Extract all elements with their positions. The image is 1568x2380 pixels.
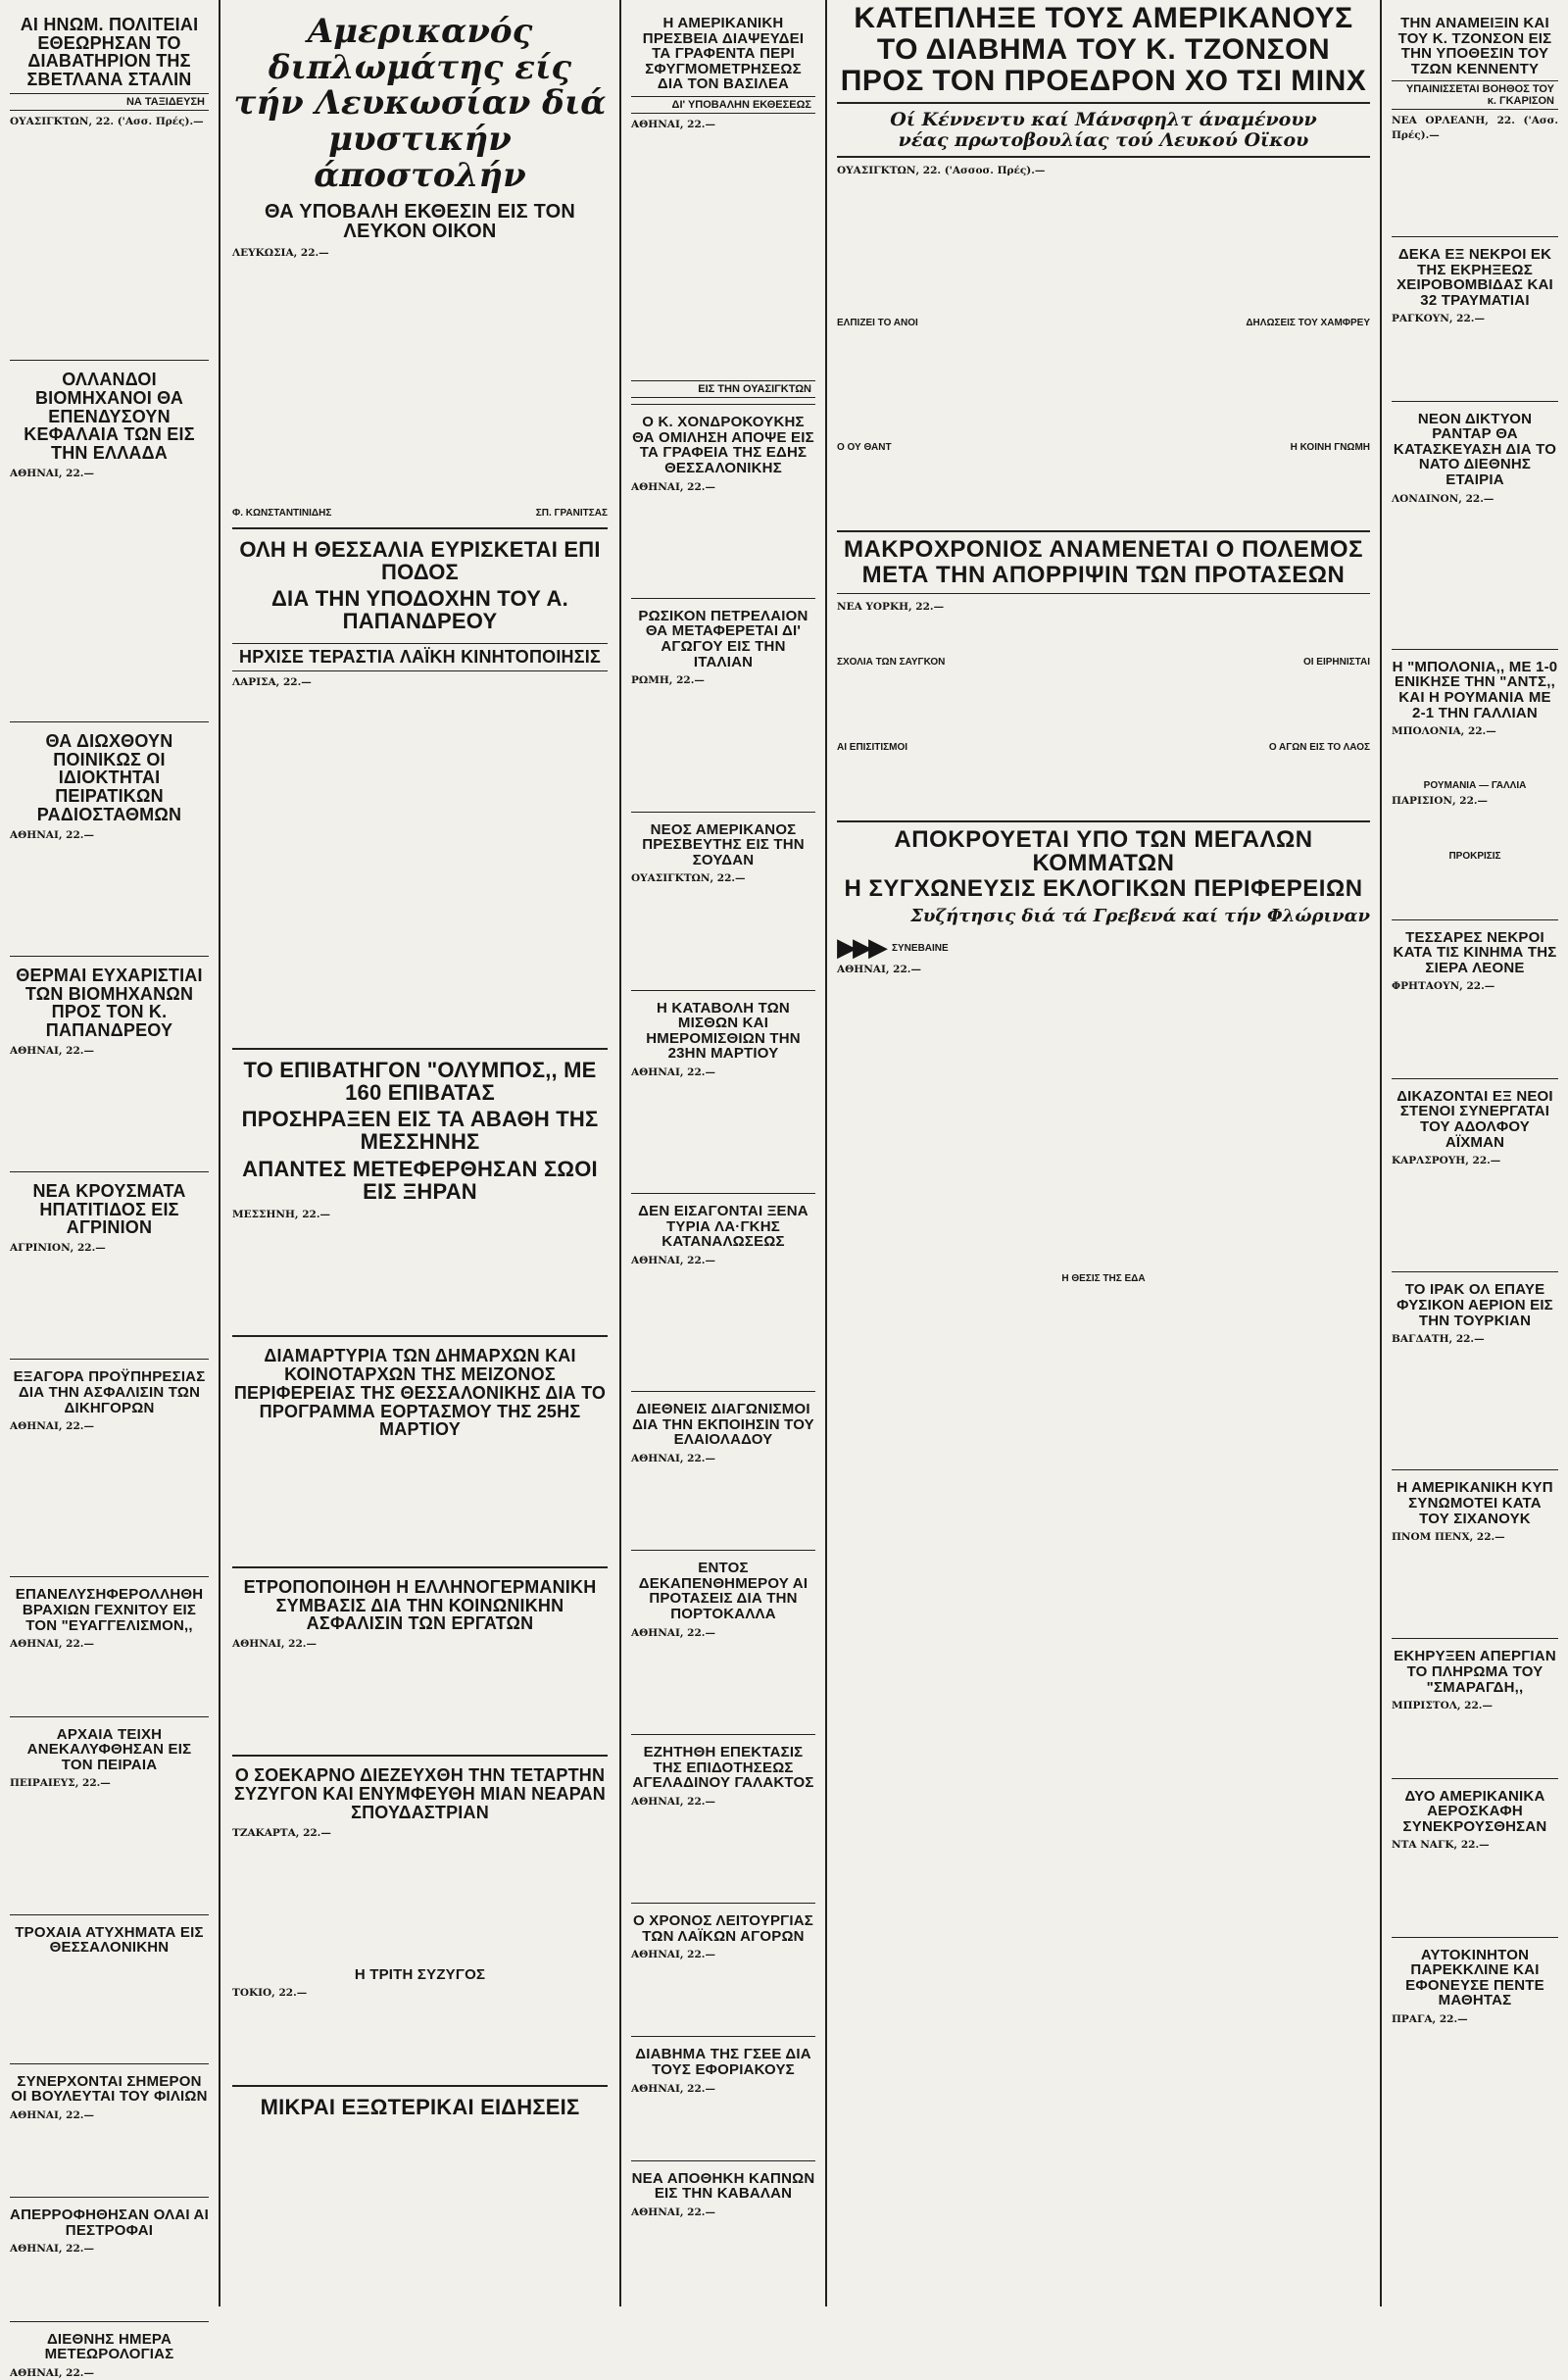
headline: Ο Κ. ΧΟΝΔΡΟΚΟΥΚΗΣ ΘΑ ΟΜΙΛΗΣΗ ΑΠΟΨΕ ΕΙΣ ΤΑ ΓΡΑΦΕΙΑ ΤΗΣ ΕΔΗΣ ΘΕΣΣΑΛΟΝΙΚΗΣ bbox=[632, 414, 814, 477]
article-body bbox=[1392, 1544, 1558, 1632]
article-lead: ΛΑΡΙΣΑ, 22.— bbox=[232, 675, 312, 688]
kicker: ΝΑ ΤΑΞΙΔΕΥΣΗ bbox=[10, 93, 209, 111]
article-lead: ΑΘΗΝΑΙ, 22.— bbox=[10, 828, 94, 841]
section-label: ΡΟΥΜΑΝΙΑ — ΓΑΛΛΙΑ bbox=[1423, 780, 1527, 792]
article-body bbox=[837, 331, 1370, 439]
headline: ΤΕΣΣΑΡΕΣ ΝΕΚΡΟΙ ΚΑΤΑ ΤΙΣ ΚΙΝΗΜΑ ΤΗΣ ΣΙΕΡΑ ΛΕΟΝΕ bbox=[1393, 928, 1557, 976]
headline: ΔΙΑ ΤΗΝ ΥΠΟΔΟΧΗΝ ΤΟΥ Α. ΠΑΠΑΝΔΡΕΟΥ bbox=[271, 586, 568, 634]
headline: ΝΕΟΝ ΔΙΚΤΥΟΝ ΡΑΝΤΑΡ ΘΑ ΚΑΤΑΣΚΕΥΑΣΗ ΔΙΑ ΤΟ ΝΑΤΟ ΔΙΕΘΝΗΣ ΕΤΑΙΡΙΑ bbox=[1393, 410, 1557, 488]
section-label: Ο ΑΓΩΝ ΕΙΣ ΤΟ ΛΑΟΣ bbox=[1268, 741, 1370, 753]
article-body bbox=[837, 670, 1370, 739]
headline: ΕΖΗΤΗΘΗ ΕΠΕΚΤΑΣΙΣ ΤΗΣ ΕΠΙΔΟΤΗΣΕΩΣ ΑΓΕΛΑΔΙΝΟΥ ΓΑΛΑΚΤΟΣ bbox=[632, 1743, 814, 1792]
headline: ΟΛΗ Η ΘΕΣΣΑΛΙΑ ΕΥΡΙΣΚΕΤΑΙ ΕΠΙ ΠΟΔΟΣ bbox=[239, 537, 601, 585]
article-body bbox=[631, 1465, 815, 1544]
article-lead: ΑΘΗΝΑΙ, 22.— bbox=[10, 1044, 94, 1057]
headline: ΘΕΡΜΑΙ ΕΥΧΑΡΙΣΤΙΑΙ ΤΩΝ ΒΙΟΜΗΧΑΝΩΝ ΠΡΟΣ ΤΟΝ Κ. ΠΑΠΑΝΔΡΕΟΥ bbox=[16, 965, 203, 1041]
headline: ΠΡΟΣΗΡΑΞΕΝ ΕΙΣ ΤΑ ΑΒΑΘΗ ΤΗΣ ΜΕΣΣΗΝΗΣ bbox=[241, 1106, 599, 1154]
headline: ΝΕΟΣ ΑΜΕΡΙΚΑΝΟΣ ΠΡΕΣΒΕΥΤΗΣ ΕΙΣ ΤΗΝ ΣΟΥΔΑΝ bbox=[642, 820, 805, 868]
headline: Η ΑΜΕΡΙΚΑΝΙΚΗ ΚΥΠ ΣΥΝΩΜΟΤΕΙ ΚΑΤΑ ΤΟΥ ΣΙΧΑΝΟΥΚ bbox=[1396, 1479, 1553, 1527]
article-body bbox=[10, 1791, 209, 1909]
article-lead: ΑΘΗΝΑΙ, 22.— bbox=[10, 1420, 94, 1433]
headline: ΤΡΟΧΑΙΑ ΑΤΥΧΗΜΑΤΑ ΕΙΣ ΘΕΣΣΑΛΟΝΙΚΗΝ bbox=[15, 1923, 204, 1957]
headline: ΜΑΚΡΟΧΡΟΝΙΟΣ ΑΝΑΜΕΝΕΤΑΙ Ο ΠΟΛΕΜΟΣ bbox=[843, 536, 1363, 564]
headline: ΕΝΤΟΣ ΔΕΚΑΠΕΝΘΗΜΕΡΟΥ ΑΙ ΠΡΟΤΑΣΕΙΣ ΔΙΑ ΤΗΝ ΠΟΡΤΟΚΑΛΛΑ bbox=[638, 1560, 808, 1623]
subheadline: Συζήτησις διά τά Γρεβενά καί τήν Φλώριναν bbox=[910, 905, 1370, 926]
article-lead: ΝΕΑ ΟΡΛΕΑΝΗ, 22. ('Ασσ. Πρές).— bbox=[1392, 115, 1558, 141]
article-lead: ΑΘΗΝΑΙ, 22.— bbox=[631, 1066, 715, 1078]
article-body bbox=[1392, 1853, 1558, 1931]
article-body bbox=[232, 2001, 608, 2079]
article-lead: ΜΕΣΣΗΝΗ, 22.— bbox=[232, 1209, 330, 1221]
headline: ΣΥΝΕΡΧΟΝΤΑΙ ΣΗΜΕΡΟΝ ΟΙ ΒΟΥΛΕΥΤΑΙ ΤΟΥ ΦΙΛΙΩΝ bbox=[11, 2072, 208, 2106]
article-lead: ΑΘΗΝΑΙ, 22.— bbox=[631, 2206, 715, 2219]
arrow-icon: ▶▶▶ bbox=[837, 933, 884, 963]
article-lead: ΑΘΗΝΑΙ, 22.— bbox=[631, 1949, 715, 1961]
article-lead: ΑΘΗΝΑΙ, 22.— bbox=[631, 2082, 715, 2095]
article-body bbox=[10, 842, 209, 950]
article-body bbox=[837, 177, 1370, 315]
article-body bbox=[837, 976, 1370, 1270]
kicker: ΥΠΑΙΝΙΣΣΕΤΑΙ ΒΟΗΘΟΣ ΤΟΥ κ. ΓΚΑΡΙΣΟΝ bbox=[1392, 80, 1558, 110]
article-lead: ΠΡΑΓΑ, 22.— bbox=[1392, 2012, 1468, 2025]
article-lead: ΒΑΓΔΑΤΗ, 22.— bbox=[1392, 1333, 1485, 1346]
subheadline: ΗΡΧΙΣΕ ΤΕΡΑΣΤΙΑ ΛΑΪΚΗ ΚΙΝΗΤΟΠΟΙΗΣΙΣ bbox=[232, 643, 608, 671]
column-2 bbox=[220, 0, 619, 2306]
article-body bbox=[837, 615, 1370, 654]
headline: ΑΥΤΟΚΙΝΗΤΟΝ ΠΑΡΕΚΚΛΙΝΕ ΚΑΙ ΕΦΟΝΕΥΣΕ ΠΕΝΤΕ ΜΑΘΗΤΑΣ bbox=[1405, 1946, 1544, 2009]
article-lead: ΑΓΡΙΝΙΟΝ, 22.— bbox=[10, 1242, 106, 1255]
headline: ΝΕΑ ΑΠΟΘΗΚΗ ΚΑΠΝΩΝ ΕΙΣ ΤΗΝ ΚΑΒΑΛΑΝ bbox=[631, 2169, 815, 2203]
headline: Ο ΣΟΕΚΑΡΝΟ ΔΙΕΖΕΥΧΘΗ ΤΗΝ ΤΕΤΑΡΤΗΝ ΣΥΖΥΓΟΝ ΚΑΙ ΕΝΥΜΦΕΥΘΗ ΜΙΑΝ ΝΕΑΡΑΝ ΣΠΟΥΔΑΣΤΡΙΑΝ bbox=[233, 1765, 606, 1822]
article-lead: ΤΟΚΙΟ, 22.— bbox=[232, 1987, 308, 2000]
article-lead: ΑΘΗΝΑΙ, 22.— bbox=[837, 964, 921, 975]
headline: ΔΙΑΜΑΡΤΥΡΙΑ ΤΩΝ ΔΗΜΑΡΧΩΝ ΚΑΙ ΚΟΙΝΟΤΑΡΧΩΝ ΤΗΣ ΜΕΙΖΟΝΟΣ ΠΕΡΙΦΕΡΕΙΑΣ ΤΗΣ ΘΕΣΣΑΛΟΝΙΚΗΣ ΔΙΑ ΤΟ ΠΡΟΓΡΑΜΜΑ ΕΟΡΤΑΣΜΟΥ ΤΗΣ 25ΗΣ ΜΑΡΤΙΟΥ bbox=[233, 1346, 607, 1440]
article-lead: ΑΘΗΝΑΙ, 22.— bbox=[232, 1638, 317, 1651]
headline: ΔΕΚΑ ΕΞ ΝΕΚΡΟΙ ΕΚ ΤΗΣ ΕΚΡΗΞΕΩΣ ΧΕΙΡΟΒΟΜΒΙΔΑΣ ΚΑΙ 32 ΤΡΑΥΜΑΤΙΑΙ bbox=[1396, 245, 1553, 309]
column-1 bbox=[0, 0, 219, 2379]
headline: ΘΑ ΔΙΩΧΘΟΥΝ ΠΟΙΝΙΚΩΣ ΟΙ ΙΔΙΟΚΤΗΤΑΙ ΠΕΙΡΑΤΙΚΩΝ ΡΑΔΙΟΣΤΑΘΜΩΝ bbox=[36, 731, 182, 824]
article-lead: ΡΑΓΚΟΥΝ, 22.— bbox=[1392, 313, 1485, 325]
article-lead: ΝΕΑ ΥΟΡΚΗ, 22.— bbox=[837, 601, 945, 614]
article-body bbox=[1392, 1713, 1558, 1772]
banner-headline: ΤΟ ΔΙΑΒΗΜΑ ΤΟΥ Κ. ΤΖΟΝΣΟΝ bbox=[876, 33, 1331, 66]
headline: ΑΠΕΡΡΟΦΗΘΗΣΑΝ ΟΛΑΙ ΑΙ ΠΕΣΤΡΟΦΑΙ bbox=[10, 2206, 209, 2239]
article-body bbox=[10, 2122, 209, 2191]
headline: ΤΟ ΕΠΙΒΑΤΗΓΟΝ "ΟΛΥΜΠΟΣ,, ΜΕ 160 ΕΠΙΒΑΤΑΣ bbox=[243, 1057, 597, 1105]
section-label: ΑΙ ΕΠΙΣΙΤΙΣΜΟΙ bbox=[837, 741, 908, 753]
subheadline: ΑΠΑΝΤΕΣ ΜΕΤΕΦΕΡΘΗΣΑΝ ΣΩΟΙ ΕΙΣ ΞΗΡΑΝ bbox=[242, 1157, 598, 1205]
article-lead: ΑΘΗΝΑΙ, 22.— bbox=[631, 1626, 715, 1639]
headline: Αμερικανός διπλωμάτης είς τήν Λευκωσίαν διά μυστικήν άποστολήν bbox=[233, 12, 607, 195]
column-5 bbox=[1382, 0, 1568, 2306]
article-lead: ΝΤΑ ΝΑΓΚ, 22.— bbox=[1392, 1839, 1490, 1852]
article-body bbox=[1392, 994, 1558, 1072]
section-label: Ο ΟΥ ΘΑΝΤ bbox=[837, 442, 892, 454]
byline: Φ. ΚΩΝΣΤΑΝΤΙΝΙΔΗΣ bbox=[232, 508, 332, 520]
headline: ΔΙΕΘΝΕΙΣ ΔΙΑΓΩΝΙΣΜΟΙ ΔΙΑ ΤΗΝ ΕΚΠΟΙΗΣΙΝ ΤΟΥ ΕΛΑΙΟΛΑΔΟΥ bbox=[632, 1401, 814, 1449]
article-body bbox=[631, 1961, 815, 2030]
article-body bbox=[631, 494, 815, 592]
section-label: ΟΙ ΕΙΡΗΝΙΣΤΑΙ bbox=[1302, 656, 1370, 668]
section-label: Η ΘΕΣΙΣ ΤΗΣ ΕΔΑ bbox=[1061, 1273, 1146, 1285]
column-3 bbox=[621, 0, 825, 2306]
headline: ΔΙΚΑΖΟΝΤΑΙ ΕΞ ΝΕΟΙ ΣΤΕΝΟΙ ΣΥΝΕΡΓΑΤΑΙ ΤΟΥ ΑΔΟΛΦΟΥ ΑΪΧΜΑΝ bbox=[1396, 1087, 1553, 1151]
article-body bbox=[631, 886, 815, 984]
subheadline: Η ΤΡΙΤΗ ΣΥΖΥΓΟΣ bbox=[354, 1965, 486, 1983]
article-body bbox=[1392, 809, 1558, 848]
headline: ΔΙΑΒΗΜΑ ΤΗΣ ΓΣΕΕ ΔΙΑ ΤΟΥΣ ΕΦΟΡΙΑΚΟΥΣ bbox=[635, 2046, 811, 2079]
article-body bbox=[232, 1443, 608, 1561]
subheadline: Οί Κέννεντυ καί Μάνσφηλτ άναμένουν bbox=[890, 109, 1317, 130]
article-lead: ΜΠΡΙΣΤΟΛ, 22.— bbox=[1392, 1700, 1493, 1712]
subheadline: νέας πρωτοβουλίας τού Λευκού Οϊκου bbox=[898, 128, 1309, 151]
article-body bbox=[232, 260, 608, 505]
article-body bbox=[837, 456, 1370, 524]
headline: ΔΙΕΘΝΗΣ ΗΜΕΡΑ ΜΕΤΕΩΡΟΛΟΓΙΑΣ bbox=[44, 2330, 174, 2363]
article-body bbox=[10, 1255, 209, 1353]
byline: ΣΠ. ΓΡΑΝΙΤΣΑΣ bbox=[535, 508, 608, 520]
article-body bbox=[10, 1959, 209, 2058]
article-body bbox=[631, 1267, 815, 1385]
article-body bbox=[1392, 326, 1558, 395]
headline: ΡΩΣΙΚΟΝ ΠΕΤΡΕΛΑΙΟΝ ΘΑ ΜΕΤΑΦΕΡΕΤΑΙ ΔΙ' ΑΓΩΓΟΥ ΕΙΣ ΤΗΝ ΙΤΑΛΙΑΝ bbox=[638, 607, 808, 670]
article-lead: ΑΘΗΝΑΙ, 22.— bbox=[631, 118, 715, 130]
article-lead: ΠΕΙΡΑΙΕΥΣ, 22.— bbox=[10, 1777, 111, 1790]
article-lead: ΑΘΗΝΑΙ, 22.— bbox=[10, 2243, 94, 2256]
headline: ΜΕΤΑ ΤΗΝ ΑΠΟΡΡΙΨΙΝ ΤΩΝ ΠΡΟΤΑΣΕΩΝ bbox=[861, 562, 1346, 589]
article-lead: ΦΡΗΤΑΟΥΝ, 22.— bbox=[1392, 980, 1495, 993]
kicker: ΕΙΣ ΤΗΝ ΟΥΑΣΙΓΚΤΩΝ bbox=[631, 380, 815, 398]
article-body bbox=[631, 2096, 815, 2155]
article-lead: ΑΘΗΝΑΙ, 22.— bbox=[631, 1795, 715, 1808]
article-body bbox=[232, 1840, 608, 1958]
article-body bbox=[631, 1640, 815, 1728]
headline: Η "ΜΠΟΛΟΝΙΑ,, ΜΕ 1-0 ΕΝΙΚΗΣΕ ΤΗΝ "ΑΝΤΣ,, ΚΑΙ Η ΡΟΥΜΑΝΙΑ ΜΕ 2-1 ΤΗΝ ΓΑΛΛΙΑΝ bbox=[1392, 658, 1558, 721]
section-label: Η ΚΟΙΝΗ ΓΝΩΜΗ bbox=[1290, 442, 1370, 454]
kicker: ΔΙ' ΥΠΟΒΑΛΗΝ ΕΚΘΕΣΕΩΣ bbox=[631, 96, 815, 114]
article-lead: ΛΕΥΚΩΣΙΑ, 22.— bbox=[232, 247, 329, 260]
headline: ΤΗΝ ΑΝΑΜΕΙΞΙΝ ΚΑΙ ΤΟΥ Κ. ΤΖΟΝΣΟΝ ΕΙΣ ΤΗΝ ΥΠΟΘΕΣΙΝ ΤΟΥ ΤΖΩΝ ΚΕΝΝΕΝΤΥ bbox=[1397, 15, 1552, 77]
article-body bbox=[10, 1433, 209, 1570]
headline: ΑΡΧΑΙΑ ΤΕΙΧΗ ΑΝΕΚΑΛΥΦΘΗΣΑΝ ΕΙΣ ΤΟΝ ΠΕΙΡΑΙΑ bbox=[26, 1725, 192, 1773]
article-body bbox=[1392, 142, 1558, 230]
article-body bbox=[232, 1221, 608, 1329]
section-label: ΣΧΟΛΙΑ ΤΩΝ ΣΑΥΓΚΟΝ bbox=[837, 656, 946, 668]
article-body bbox=[232, 689, 608, 1042]
article-lead: ΠΝΟΜ ΠΕΝΧ, 22.— bbox=[1392, 1531, 1505, 1544]
subheadline: ΘΑ ΥΠΟΒΑΛΗ ΕΚΘΕΣΙΝ ΕΙΣ ΤΟΝ ΛΕΥΚΟΝ ΟΙΚΟΝ bbox=[264, 200, 576, 243]
article-lead: ΟΥΑΣΙΓΚΤΩΝ, 22. ('Ασσ. Πρές).— bbox=[10, 115, 204, 127]
headline: ΑΙ ΗΝΩΜ. ΠΟΛΙΤΕΙΑΙ ΕΘΕΩΡΗΣΑΝ ΤΟ ΔΙΑΒΑΤΗΡΙΟΝ ΤΗΣ ΣΒΕΤΛΑΝΑ ΣΤΑΛΙΝ bbox=[20, 15, 199, 90]
headline: Η ΚΑΤΑΒΟΛΗ ΤΩΝ ΜΙΣΘΩΝ ΚΑΙ ΗΜΕΡΟΜΙΣΘΙΩΝ ΤΗΝ 23ΗΝ ΜΑΡΤΙΟΥ bbox=[646, 999, 801, 1063]
headline: ΤΟ ΙΡΑΚ ΟΛ ΕΠΑΥΕ ΦΥΣΙΚΟΝ ΑΕΡΙΟΝ ΕΙΣ ΤΗΝ ΤΟΥΡΚΙΑΝ bbox=[1396, 1281, 1553, 1329]
headline: ΕΞΑΓΟΡΑ ΠΡΟΫΠΗΡΕΣΙΑΣ ΔΙΑ ΤΗΝ ΑΣΦΑΛΙΣΙΝ ΤΩΝ ΔΙΚΗΓΟΡΩΝ bbox=[13, 1368, 206, 1416]
article-lead: ΑΘΗΝΑΙ, 22.— bbox=[10, 2366, 94, 2379]
article-body bbox=[10, 128, 209, 354]
article-lead: ΑΘΗΝΑΙ, 22.— bbox=[10, 467, 94, 479]
headline: Ο ΧΡΟΝΟΣ ΛΕΙΤΟΥΡΓΙΑΣ ΤΩΝ ΛΑΪΚΩΝ ΑΓΟΡΩΝ bbox=[633, 1911, 813, 1945]
headline: ΕΤΡΟΠΟΠΟΙΗΘΗ Η ΕΛΛΗΝΟΓΕΡΜΑΝΙΚΗ ΣΥΜΒΑΣΙΣ ΔΙΑ ΤΗΝ ΚΟΙΝΩΝΙΚΗΝ ΑΣΦΑΛΙΣΙΝ ΤΩΝ ΕΡΓΑΤΩΝ bbox=[243, 1577, 597, 1634]
article-body bbox=[10, 1652, 209, 1711]
section-label: ΣΥΝΕΒΑΙΝΕ bbox=[892, 942, 949, 954]
article-body bbox=[232, 1651, 608, 1749]
article-body bbox=[1392, 738, 1558, 777]
section-label: ΠΡΟΚΡΙΣΙΣ bbox=[1448, 850, 1501, 862]
headline: Η ΑΜΕΡΙΚΑΝΙΚΗ ΠΡΕΣΒΕΙΑ ΔΙΑΨΕΥΔΕΙ ΤΑ ΓΡΑΦΕΝΤΑ ΠΕΡΙ ΣΦΥΓΜΟΜΕΤΡΗΣΕΩΣ ΔΙΑ ΤΟΝ ΒΑΣΙΛΕΑ bbox=[642, 15, 805, 93]
article-lead: ΑΘΗΝΑΙ, 22.— bbox=[10, 2108, 94, 2121]
article-lead: ΜΠΟΛΟΝΙΑ, 22.— bbox=[1392, 725, 1496, 738]
article-body bbox=[10, 480, 209, 716]
article-lead: ΤΖΑΚΑΡΤΑ, 22.— bbox=[232, 1826, 331, 1839]
headline: Η ΣΥΓΧΩΝΕΥΣΙΣ ΕΚΛΟΓΙΚΩΝ ΠΕΡΙΦΕΡΕΙΩΝ bbox=[844, 874, 1363, 902]
article-body bbox=[631, 131, 815, 376]
article-lead: ΠΑΡΙΣΙΟΝ, 22.— bbox=[1392, 795, 1489, 808]
article-body bbox=[1392, 1167, 1558, 1265]
article-lead: ΑΘΗΝΑΙ, 22.— bbox=[631, 1453, 715, 1465]
article-lead: ΑΘΗΝΑΙ, 22.— bbox=[10, 1638, 94, 1651]
article-lead: ΟΥΑΣΙΓΚΤΩΝ, 22.— bbox=[631, 872, 746, 885]
banner-headline: ΠΡΟΣ ΤΟΝ ΠΡΟΕΔΡΟΝ ΧΟ ΤΣΙ ΜΙΝΧ bbox=[840, 65, 1367, 97]
headline: ΝΕΑ ΚΡΟΥΣΜΑΤΑ ΗΠΑΤΙΤΙΔΟΣ ΕΙΣ ΑΓΡΙΝΙΟΝ bbox=[32, 1181, 186, 1238]
section-label: ΕΛΠΙΖΕΙ ΤΟ ΑΝΟΙ bbox=[837, 318, 918, 329]
headline: ΕΠΑΝΕΛΥΣΗΦΕΡΟΛΛΗΘΗ ΒΡΑΧΙΩΝ ΓΕΧΝΙΤΟΥ ΕΙΣ ΤΟΝ "ΕΥΑΓΓΕΛΙΣΜΟΝ,, bbox=[15, 1586, 204, 1634]
article-body bbox=[1392, 1346, 1558, 1463]
article-body bbox=[10, 1058, 209, 1165]
article-lead: ΑΘΗΝΑΙ, 22.— bbox=[631, 480, 715, 493]
article-body bbox=[1392, 506, 1558, 643]
article-lead: ΡΩΜΗ, 22.— bbox=[631, 674, 705, 687]
article-body bbox=[631, 1809, 815, 1897]
article-body bbox=[631, 1079, 815, 1187]
article-lead: ΚΑΡΛΣΡΟΥΗ, 22.— bbox=[1392, 1155, 1501, 1167]
headline: ΑΠΟΚΡΟΥΕΤΑΙ ΥΠΟ ΤΩΝ ΜΕΓΑΛΩΝ ΚΟΜΜΑΤΩΝ bbox=[894, 825, 1313, 876]
column-4 bbox=[827, 0, 1380, 2306]
article-body bbox=[631, 688, 815, 806]
headline: ΜΙΚΡΑΙ ΕΞΩΤΕΡΙΚΑΙ ΕΙΔΗΣΕΙΣ bbox=[260, 2094, 580, 2119]
article-lead: ΟΥΑΣΙΓΚΤΩΝ, 22. ('Ασσοσ. Πρές).— bbox=[837, 165, 1046, 177]
article-body bbox=[837, 756, 1370, 815]
headline: ΕΚΗΡΥΞΕΝ ΑΠΕΡΓΙΑΝ ΤΟ ΠΛΗΡΩΜΑ ΤΟΥ "ΣΜΑΡΑΓΔΗ,, bbox=[1394, 1648, 1556, 1696]
headline: ΔΥΟ ΑΜΕΡΙΚΑΝΙΚΑ ΑΕΡΟΣΚΑΦΗ ΣΥΝΕΚΡΟΥΣΘΗΣΑΝ bbox=[1402, 1787, 1547, 1835]
article-body bbox=[1392, 865, 1558, 914]
headline: ΔΕΝ ΕΙΣΑΓΟΝΤΑΙ ΞΕΝΑ ΤΥΡΙΑ ΛΑ·ΓΚΗΣ ΚΑΤΑΝΑΛΩΣΕΩΣ bbox=[638, 1203, 808, 1251]
banner-headline: ΚΑΤΕΠΛΗΞΕ ΤΟΥΣ ΑΜΕΡΙΚΑΝΟΥΣ bbox=[854, 2, 1353, 34]
section-label: ΔΗΛΩΣΕΙΣ ΤΟΥ ΧΑΜΦΡΕΥ bbox=[1246, 318, 1370, 329]
article-lead: ΛΟΝΔΙΝΟΝ, 22.— bbox=[1392, 492, 1494, 505]
article-body bbox=[10, 2256, 209, 2315]
article-lead: ΑΘΗΝΑΙ, 22.— bbox=[631, 1254, 715, 1266]
headline: ΟΛΛΑΝΔΟΙ ΒΙΟΜΗΧΑΝΟΙ ΘΑ ΕΠΕΝΔΥΣΟΥΝ ΚΕΦΑΛΑΙΑ ΤΩΝ ΕΙΣ ΤΗΝ ΕΛΛΑΔΑ bbox=[24, 370, 195, 464]
